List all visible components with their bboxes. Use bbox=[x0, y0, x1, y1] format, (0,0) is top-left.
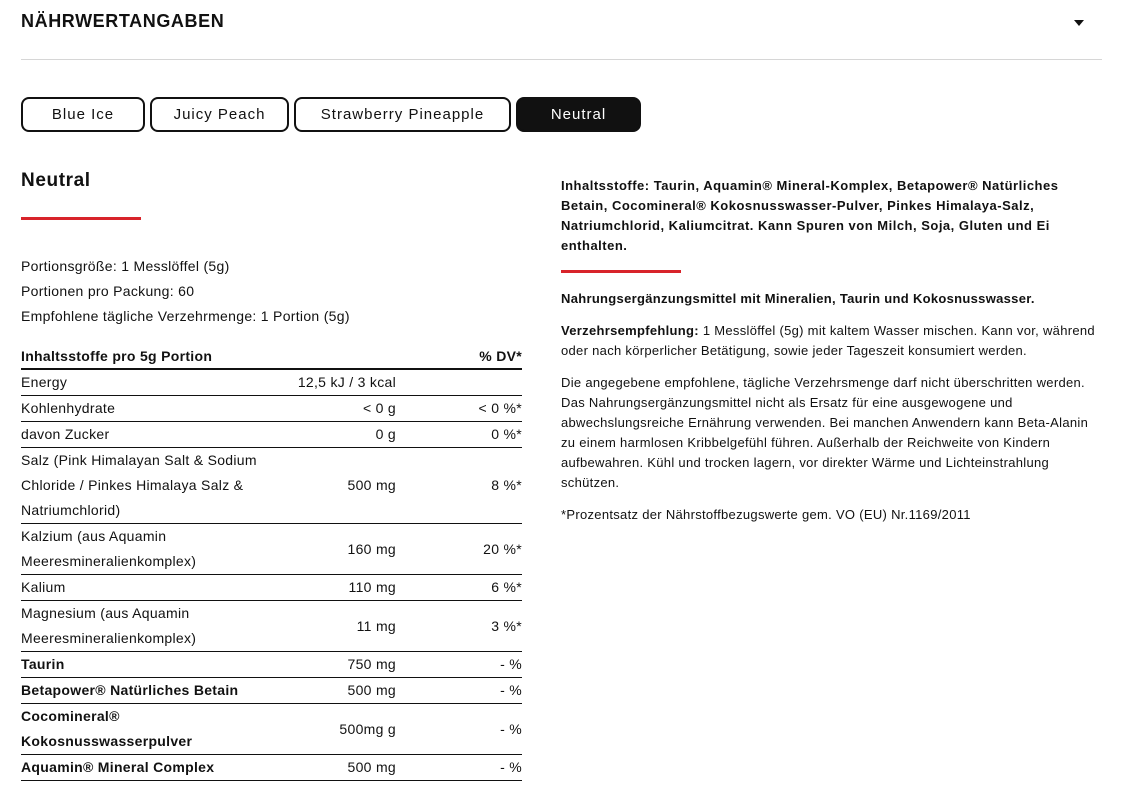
flavor-tabs bbox=[21, 97, 646, 132]
table-row bbox=[21, 575, 522, 601]
accent-divider bbox=[561, 270, 681, 273]
nutrient-name: Cocomineral® Kokosnusswasserpulver bbox=[21, 704, 271, 755]
nutrient-name: davon Zucker bbox=[21, 422, 271, 448]
table-row bbox=[21, 448, 522, 524]
serving-size: Portionsgröße: 1 Messlöffel (5g) bbox=[21, 258, 230, 274]
nutrient-name: Kalzium (aus Aquamin Meeresmineralienkomplex) bbox=[21, 524, 271, 575]
table-row bbox=[21, 652, 522, 678]
tab-blue-ice[interactable]: Blue Ice bbox=[21, 97, 145, 132]
tab-neutral[interactable]: Neutral bbox=[516, 97, 641, 132]
usage-text: 1 Messlöffel (5g) mit kaltem Wasser mischen. Kann vor, während oder nach körperlicher Betätigung, sowie jeder Tageszeit konsumiert werden. bbox=[561, 323, 1095, 358]
tab-juicy-peach[interactable]: Juicy Peach bbox=[150, 97, 289, 132]
table-row bbox=[21, 369, 522, 396]
nutrient-amount: 750 mg bbox=[271, 652, 396, 678]
usage-label: Verzehrsempfehlung: bbox=[561, 323, 699, 338]
usage-recommendation bbox=[561, 321, 1101, 361]
nutrient-name: Energy bbox=[21, 369, 271, 396]
table-row bbox=[21, 396, 522, 422]
nutrient-amount: 160 mg bbox=[271, 524, 396, 575]
nutrient-dv: - % bbox=[396, 704, 522, 755]
nutrient-dv: - % bbox=[396, 678, 522, 704]
nutrient-dv: < 0 %* bbox=[396, 396, 522, 422]
nutrient-amount: 500 mg bbox=[271, 755, 396, 781]
nutrient-name: Taurin bbox=[21, 652, 271, 678]
nutrient-dv bbox=[396, 369, 522, 396]
nutrient-amount: < 0 g bbox=[271, 396, 396, 422]
nutrient-amount: 0 g bbox=[271, 422, 396, 448]
section-title: NÄHRWERTANGABEN bbox=[21, 11, 225, 31]
nutrient-dv: 20 %* bbox=[396, 524, 522, 575]
recommended-dose: Empfohlene tägliche Verzehrmenge: 1 Portion (5g) bbox=[21, 308, 350, 324]
nutrient-name: Kohlenhydrate bbox=[21, 396, 271, 422]
table-row bbox=[21, 524, 522, 575]
header-dv: % DV* bbox=[396, 343, 522, 369]
product-name: Neutral bbox=[21, 170, 91, 191]
nutrition-panel bbox=[21, 170, 522, 781]
nutrient-amount: 11 mg bbox=[271, 601, 396, 652]
table-row bbox=[21, 601, 522, 652]
warning-text: Die angegebene empfohlene, tägliche Verzehrsmenge darf nicht überschritten werden. Das Nahrungsergänzungsmittel nicht als Ersatz für eine ausgewogene und abwechslungsreiche Ernährung verwenden. Bei manchen Anwendern kann Beta-Alanin zu einem harmlosen Kribbelgefühl führen. Außerhalb der Reichweite von Kindern aufbewahren. Kühl und trocken lagern, vor direkter Wärme und Lichteinstrahlung schützen. bbox=[561, 375, 1089, 490]
table-row bbox=[21, 678, 522, 704]
nutrient-name: Aquamin® Mineral Complex bbox=[21, 755, 271, 781]
table-row bbox=[21, 755, 522, 781]
nutrient-dv: - % bbox=[396, 755, 522, 781]
nutrient-dv: 8 %* bbox=[396, 448, 522, 524]
nutrient-amount: 500 mg bbox=[271, 448, 396, 524]
nutrient-name: Betapower® Natürliches Betain bbox=[21, 678, 271, 704]
nutrient-dv: 6 %* bbox=[396, 575, 522, 601]
chevron-down-icon[interactable] bbox=[1074, 20, 1084, 26]
header-ingredients: Inhaltsstoffe pro 5g Portion bbox=[21, 343, 271, 369]
table-header-row bbox=[21, 343, 522, 369]
accordion-header[interactable] bbox=[21, 0, 1102, 60]
nutrient-dv: 3 %* bbox=[396, 601, 522, 652]
header-amount bbox=[271, 343, 396, 369]
ingredients-text: Inhaltsstoffe: Taurin, Aquamin® Mineral-Komplex, Betapower® Natürliches Betain, Cocomineral® Kokosnusswasser-Pulver, Pinkes Himalaya-Salz, Natriumchlorid, Kaliumcitrat. Kann Spuren von Milch, Soja, Gluten und Ei enthalten. bbox=[561, 178, 1059, 253]
nutrient-dv: - % bbox=[396, 652, 522, 678]
nutrient-dv: 0 %* bbox=[396, 422, 522, 448]
nutrient-amount: 110 mg bbox=[271, 575, 396, 601]
nutrient-amount: 500mg g bbox=[271, 704, 396, 755]
supplement-description: Nahrungsergänzungsmittel mit Mineralien, Taurin und Kokosnusswasser. bbox=[561, 291, 1035, 306]
nutrient-amount: 500 mg bbox=[271, 678, 396, 704]
product-info bbox=[561, 176, 1101, 537]
footnote: *Prozentsatz der Nährstoffbezugswerte gem. VO (EU) Nr.1169/2011 bbox=[561, 507, 971, 522]
nutrient-name: Kalium bbox=[21, 575, 271, 601]
nutrient-name: Salz (Pink Himalayan Salt & Sodium Chloride / Pinkes Himalaya Salz & Natriumchlorid) bbox=[21, 448, 271, 524]
accent-divider bbox=[21, 217, 141, 220]
serving-info bbox=[21, 254, 522, 329]
nutrient-name: Magnesium (aus Aquamin Meeresmineralienkomplex) bbox=[21, 601, 271, 652]
table-row bbox=[21, 422, 522, 448]
tab-strawberry-pineapple[interactable]: Strawberry Pineapple bbox=[294, 97, 511, 132]
table-row bbox=[21, 704, 522, 755]
nutrition-table bbox=[21, 343, 522, 781]
nutrient-amount: 12,5 kJ / 3 kcal bbox=[271, 369, 396, 396]
servings-per-pack: Portionen pro Packung: 60 bbox=[21, 283, 195, 299]
